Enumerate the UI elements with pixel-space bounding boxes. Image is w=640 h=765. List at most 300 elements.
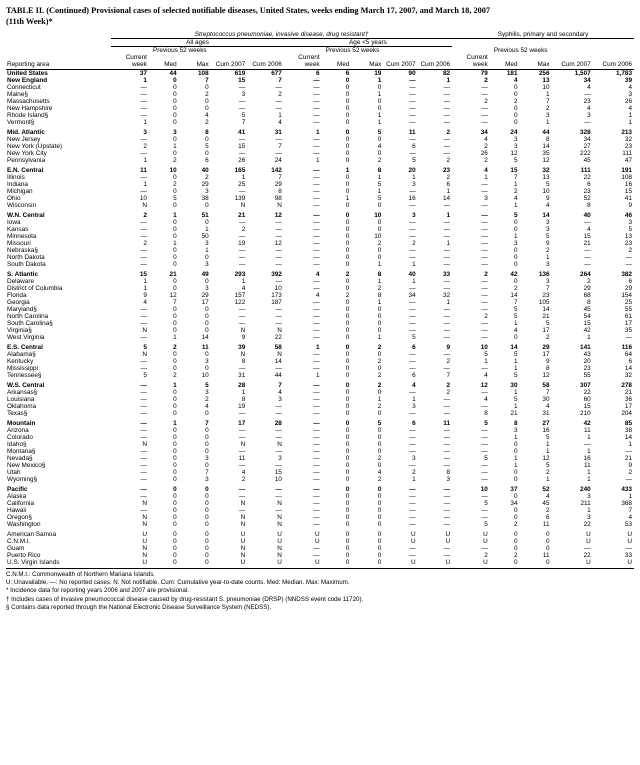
row-value: — <box>238 313 246 320</box>
row-value: — <box>140 410 147 417</box>
row-value: — <box>238 507 246 514</box>
row-value: — <box>238 219 246 226</box>
row-value: 34 <box>583 136 591 143</box>
row-value: — <box>140 420 147 427</box>
row-value: 79 <box>480 70 488 77</box>
row-value: — <box>275 233 282 240</box>
row-value: 10 <box>374 233 382 240</box>
row-value: 0 <box>377 105 382 112</box>
header-prev52-c: Previous 52 weeks <box>493 47 548 54</box>
row-value: — <box>443 91 451 98</box>
row-value: 9 <box>446 344 451 351</box>
row-value: 0 <box>205 313 209 320</box>
row-value: 0 <box>377 306 382 313</box>
row-value: — <box>313 219 320 226</box>
row-value: 1 <box>628 112 632 119</box>
row-value: 26 <box>238 157 246 164</box>
row-value: 0 <box>173 559 177 566</box>
row-value: 0 <box>513 105 518 112</box>
table-row <box>6 448 634 455</box>
row-value: 2 <box>377 240 382 247</box>
row-value: 3 <box>412 212 416 219</box>
row-value: 0 <box>345 202 350 209</box>
row-value: 21 <box>624 455 632 462</box>
row-value: 1 <box>316 157 320 164</box>
row-value: — <box>140 150 147 157</box>
row-value: 2 <box>173 181 177 188</box>
row-value: 4 <box>513 327 518 334</box>
row-value: 4 <box>513 77 518 84</box>
row-area-label: Pennsylvania <box>7 157 46 164</box>
row-value: 10 <box>480 344 488 351</box>
row-value: 108 <box>198 70 209 77</box>
row-value: — <box>443 233 451 240</box>
row-value: 22 <box>274 334 282 341</box>
row-value: 0 <box>205 351 209 358</box>
row-area-label: District of Columbia <box>7 285 63 292</box>
row-value: 0 <box>345 514 350 521</box>
row-value: — <box>140 98 147 105</box>
row-value: 6 <box>412 372 416 379</box>
row-value: — <box>313 552 320 559</box>
row-value: 0 <box>205 507 209 514</box>
row-value: — <box>238 306 246 313</box>
row-value: — <box>238 247 246 254</box>
row-value: — <box>313 462 320 469</box>
row-value: 1 <box>513 320 518 327</box>
row-value: 0 <box>205 514 209 521</box>
row-value: 12 <box>542 372 550 379</box>
row-value: — <box>443 462 451 469</box>
row-area-label: Alaska <box>7 493 27 500</box>
table-row <box>6 372 634 379</box>
row-value: — <box>238 261 246 268</box>
row-value: 1 <box>513 202 518 209</box>
row-value: — <box>313 500 320 507</box>
row-value: 60 <box>583 396 591 403</box>
row-value: 0 <box>173 219 177 226</box>
row-value: 3 <box>205 261 209 268</box>
row-value: 0 <box>173 119 177 126</box>
table-row <box>6 91 634 98</box>
row-value: — <box>481 226 488 233</box>
row-value: 5 <box>545 462 550 469</box>
row-value: 8 <box>484 410 488 417</box>
row-value: 165 <box>234 167 246 174</box>
table-row <box>6 521 634 528</box>
row-value: — <box>409 299 416 306</box>
table-row <box>6 292 634 299</box>
row-value: 1 <box>446 188 451 195</box>
row-value: — <box>481 181 488 188</box>
row-value: 17 <box>624 320 632 327</box>
row-value: 19 <box>238 240 246 247</box>
row-value: 23 <box>624 143 632 150</box>
row-value: — <box>409 226 416 233</box>
row-value: 677 <box>271 70 282 77</box>
row-value: — <box>313 98 320 105</box>
row-value: 1 <box>412 174 416 181</box>
row-value: — <box>313 358 320 365</box>
row-value: N <box>240 351 246 358</box>
row-area-label: Kansas <box>7 226 29 233</box>
row-value: 0 <box>345 77 350 84</box>
row-value: — <box>409 441 416 448</box>
table-title-line1: TABLE II. (Continued) Provisional cases of selected notifiable diseases, United States, weeks ending March 17, 2007, and March 18, 2007 <box>6 6 491 15</box>
row-value: 0 <box>173 514 177 521</box>
row-value: 17 <box>238 420 246 427</box>
row-value: 20 <box>583 358 591 365</box>
row-value: — <box>140 434 147 441</box>
row-value: 0 <box>205 306 209 313</box>
row-value: — <box>409 351 416 358</box>
row-value: 30 <box>542 396 550 403</box>
row-value: — <box>313 469 320 476</box>
row-value: 4 <box>205 403 209 410</box>
row-value: 0 <box>173 254 177 261</box>
row-value: 0 <box>345 157 350 164</box>
row-value: 14 <box>542 306 550 313</box>
row-value: 122 <box>234 299 246 306</box>
row-value: 0 <box>345 327 350 334</box>
row-value: 25 <box>238 181 246 188</box>
row-value: 210 <box>580 410 591 417</box>
row-value: — <box>409 219 416 226</box>
row-area-label: Pacific <box>7 486 28 493</box>
row-value: 58 <box>542 382 550 389</box>
row-value: 1 <box>241 174 246 181</box>
row-area-label: Texas§ <box>7 410 28 417</box>
row-value: 0 <box>513 507 518 514</box>
row-value: 0 <box>205 365 209 372</box>
header-med-1: Med <box>164 61 177 68</box>
row-value: 5 <box>513 372 518 379</box>
row-value: 15 <box>624 188 632 195</box>
row-value: 0 <box>377 531 382 538</box>
table-row <box>6 334 634 341</box>
row-value: 34 <box>408 292 416 299</box>
row-value: 11 <box>542 521 550 528</box>
row-value: 1 <box>587 334 591 341</box>
row-value: 4 <box>545 403 550 410</box>
row-value: — <box>443 441 451 448</box>
row-value: 0 <box>345 521 350 528</box>
row-value: 7 <box>545 389 550 396</box>
row-value: 25 <box>624 299 632 306</box>
row-value: — <box>443 403 451 410</box>
row-value: 10 <box>274 476 282 483</box>
row-value: 1 <box>241 389 246 396</box>
row-value: 2 <box>173 372 177 379</box>
row-value: U <box>142 559 147 566</box>
row-value: 3 <box>587 112 591 119</box>
row-value: 12 <box>274 212 282 219</box>
row-value: 0 <box>173 174 177 181</box>
row-value: 2 <box>345 271 350 278</box>
table-row <box>6 382 634 389</box>
row-value: 368 <box>621 500 632 507</box>
row-value: 5 <box>513 212 518 219</box>
row-value: — <box>443 434 451 441</box>
row-value: 31 <box>542 410 550 417</box>
row-value: — <box>140 112 147 119</box>
row-value: — <box>275 427 282 434</box>
row-value: 45 <box>583 306 591 313</box>
row-value: 1 <box>587 507 591 514</box>
row-value: — <box>140 476 147 483</box>
row-value: — <box>140 84 147 91</box>
header-cum2006-2: Cum 2006 <box>420 61 451 68</box>
row-value: 1 <box>345 167 350 174</box>
row-value: 0 <box>205 254 209 261</box>
table-row <box>6 486 634 493</box>
row-value: 0 <box>377 327 382 334</box>
row-value: 328 <box>580 129 591 136</box>
row-value: — <box>140 136 147 143</box>
row-value: 5 <box>628 226 632 233</box>
row-value: — <box>409 427 416 434</box>
row-value: 23 <box>583 188 591 195</box>
row-area-label: Delaware <box>7 278 34 285</box>
row-area-label: New England <box>7 77 48 84</box>
row-value: — <box>481 476 488 483</box>
row-value: 1 <box>345 195 350 202</box>
row-value: 4 <box>316 292 320 299</box>
table-row <box>6 167 634 174</box>
row-value: 51 <box>201 212 209 219</box>
row-value: 21 <box>583 240 591 247</box>
header-med-2: Med <box>336 61 350 68</box>
row-value: — <box>275 434 282 441</box>
table-row <box>6 188 634 195</box>
row-value: 0 <box>173 455 177 462</box>
row-value: 33 <box>442 271 451 278</box>
row-value: — <box>313 112 320 119</box>
row-value: U <box>483 531 488 538</box>
header-subgroup-row <box>6 39 634 47</box>
row-value: — <box>443 327 451 334</box>
row-value: 0 <box>345 212 350 219</box>
row-value: 14 <box>542 143 550 150</box>
row-value: — <box>443 507 451 514</box>
row-value: 105 <box>538 299 550 306</box>
row-area-label: E.N. Central <box>7 167 44 174</box>
row-value: — <box>313 507 320 514</box>
row-value: 8 <box>587 202 591 209</box>
row-value: 0 <box>377 441 382 448</box>
row-value: — <box>313 389 320 396</box>
notifiable-diseases-table <box>6 31 634 566</box>
row-value: 7 <box>173 299 177 306</box>
row-value: 14 <box>510 292 518 299</box>
row-value: 4 <box>484 167 488 174</box>
row-area-label: Maine§ <box>7 91 28 98</box>
row-value: 0 <box>173 327 177 334</box>
row-value: — <box>275 219 282 226</box>
row-value: — <box>238 188 246 195</box>
row-value: 1 <box>377 77 382 84</box>
row-value: 6 <box>545 514 550 521</box>
row-value: 5 <box>513 351 518 358</box>
row-value: 61 <box>624 313 632 320</box>
row-value: 19 <box>374 70 382 77</box>
row-value: 5 <box>412 157 416 164</box>
row-value: 29 <box>542 344 550 351</box>
row-value: 0 <box>513 514 518 521</box>
table-row <box>6 181 634 188</box>
row-value: 1,783 <box>616 70 632 77</box>
row-value: 3 <box>484 195 488 202</box>
row-value: — <box>238 254 246 261</box>
row-value: 0 <box>205 545 209 552</box>
row-value: 0 <box>173 226 177 233</box>
row-value: 0 <box>205 552 209 559</box>
row-value: 0 <box>513 226 518 233</box>
table-row <box>6 240 634 247</box>
row-value: N <box>277 545 282 552</box>
row-value: 6 <box>412 344 416 351</box>
row-area-label: Oregon§ <box>7 514 32 521</box>
row-value: — <box>140 382 147 389</box>
header-cum2007-3: Cum 2007 <box>561 61 591 68</box>
row-value: — <box>409 462 416 469</box>
table-row <box>6 410 634 417</box>
row-value: 2 <box>484 98 488 105</box>
row-area-label: Colorado <box>7 434 33 441</box>
row-value: — <box>313 486 320 493</box>
table-row <box>6 306 634 313</box>
row-value: 23 <box>583 365 591 372</box>
row-value: — <box>409 552 416 559</box>
row-value: — <box>140 233 147 240</box>
row-value: 17 <box>542 327 550 334</box>
row-value: — <box>409 358 416 365</box>
row-value: 2 <box>377 382 382 389</box>
row-value: 22 <box>583 552 591 559</box>
table-row <box>6 254 634 261</box>
row-value: — <box>481 365 488 372</box>
row-area-label: Massachusetts <box>7 98 50 105</box>
row-value: 0 <box>377 351 382 358</box>
row-value: 1 <box>143 181 147 188</box>
table-row <box>6 462 634 469</box>
table-row <box>6 493 634 500</box>
row-value: 1 <box>545 476 550 483</box>
row-value: 211 <box>580 500 591 507</box>
row-value: — <box>481 469 488 476</box>
row-value: — <box>313 334 320 341</box>
row-value: 278 <box>621 382 632 389</box>
footnote-line: U: Unavailable. —: No reported cases. N: Not notifiable. Cum: Cumulative year-to-date counts. Med: Median. Max: Maximum. <box>6 579 350 587</box>
row-value: — <box>140 219 147 226</box>
row-value: 15 <box>583 233 591 240</box>
row-value: — <box>625 448 632 455</box>
row-value: 3 <box>205 476 209 483</box>
row-area-label: Ohio <box>7 195 21 202</box>
row-value: 0 <box>377 486 382 493</box>
row-value: — <box>625 254 632 261</box>
row-value: 14 <box>624 434 632 441</box>
row-value: 139 <box>234 195 246 202</box>
row-value: 1 <box>143 278 147 285</box>
row-value: — <box>481 219 488 226</box>
row-value: — <box>140 448 147 455</box>
row-value: 11 <box>140 167 147 174</box>
row-value: — <box>238 427 246 434</box>
row-value: N <box>277 351 282 358</box>
row-value: 7 <box>278 77 282 84</box>
row-value: 5 <box>545 233 550 240</box>
row-value: 9 <box>628 462 632 469</box>
row-value: 0 <box>205 500 209 507</box>
row-value: — <box>481 233 488 240</box>
row-value: — <box>481 254 488 261</box>
table-row <box>6 157 634 164</box>
row-value: 7 <box>628 507 632 514</box>
header-columns-row <box>6 54 634 70</box>
row-value: — <box>140 358 147 365</box>
row-value: — <box>625 334 632 341</box>
row-value: — <box>140 365 147 372</box>
row-value: 4 <box>628 514 632 521</box>
row-value: 6 <box>412 420 416 427</box>
header-max-2: Max <box>369 61 382 68</box>
row-value: 5 <box>484 351 488 358</box>
row-value: 26 <box>480 150 488 157</box>
row-value: N <box>277 514 282 521</box>
row-value: 2 <box>513 98 518 105</box>
row-value: 4 <box>278 119 282 126</box>
row-value: 15 <box>238 143 246 150</box>
row-value: — <box>584 261 591 268</box>
row-value: N <box>277 521 282 528</box>
footnotes <box>6 568 634 612</box>
row-value: — <box>275 150 282 157</box>
row-value: 23 <box>583 98 591 105</box>
row-value: — <box>313 261 320 268</box>
row-value: 68 <box>583 292 591 299</box>
row-value: — <box>238 462 246 469</box>
row-value: 44 <box>169 70 177 77</box>
row-value: — <box>409 545 416 552</box>
row-value: — <box>409 254 416 261</box>
row-value: N <box>142 202 147 209</box>
row-value: 0 <box>345 306 350 313</box>
row-value: 0 <box>173 261 177 268</box>
row-value: — <box>409 77 416 84</box>
row-value: 0 <box>345 531 350 538</box>
row-value: 0 <box>345 441 350 448</box>
row-value: 16 <box>408 195 416 202</box>
row-value: 2 <box>484 157 488 164</box>
row-value: 8 <box>205 129 209 136</box>
row-value: 0 <box>377 434 382 441</box>
row-value: 0 <box>377 493 382 500</box>
row-value: 46 <box>624 212 632 219</box>
row-value: N <box>277 202 282 209</box>
table-title-line2: (11th Week)* <box>6 16 53 26</box>
row-value: 90 <box>408 70 416 77</box>
row-value: 0 <box>345 500 350 507</box>
row-value: — <box>275 320 282 327</box>
row-value: 1 <box>587 448 591 455</box>
table-row <box>6 552 634 559</box>
row-value: 1 <box>173 212 177 219</box>
row-value: — <box>443 306 451 313</box>
row-value: — <box>409 285 416 292</box>
row-value: 0 <box>205 427 209 434</box>
row-value: 0 <box>377 514 382 521</box>
